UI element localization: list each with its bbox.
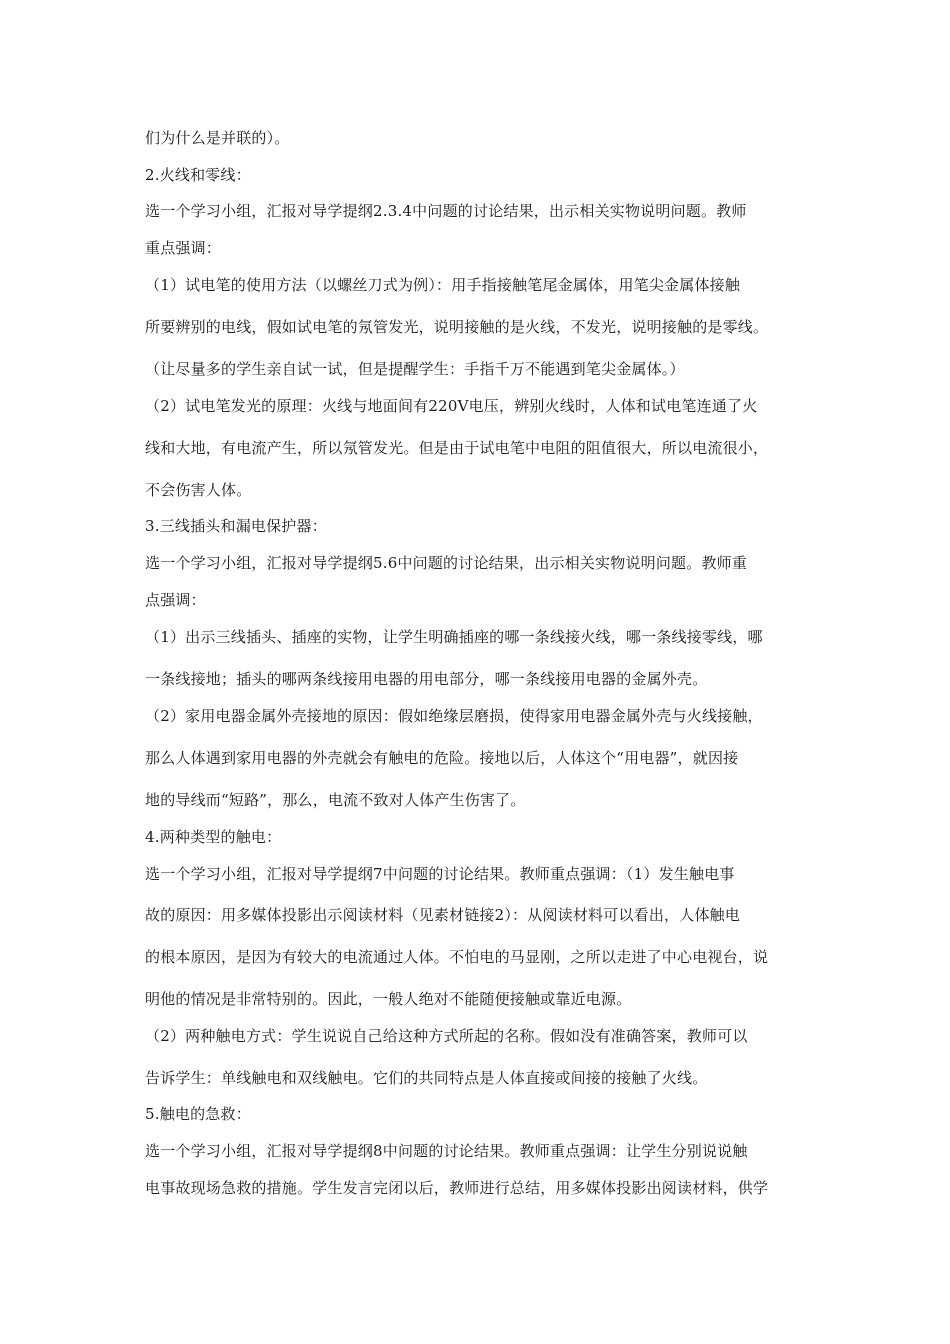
text-line: 一条线接地；插头的哪两条线接用电器的用电部分，哪一条线接用电器的金属外壳。 [145, 670, 708, 688]
text-line: 的根本原因，是因为有较大的电流通过人体。不怕电的马显刚，之所以走进了中心电视台，说 [145, 948, 769, 966]
text-line: （让尽量多的学生亲自试一试，但是提醒学生：手指千万不能遇到笔尖金属体。） [145, 360, 685, 378]
text-line: 故的原因：用多媒体投影出示阅读材料（见素材链接2）：从阅读材料可以看出，人体触电 [145, 906, 741, 924]
text-line: 们为什么是并联的）。 [145, 129, 290, 147]
text-line: 选一个学习小组，汇报对导学提纲7中问题的讨论结果。教师重点强调：（1）发生触电事 [145, 865, 735, 883]
text-line: （2）家用电器金属外壳接地的原因：假如绝缘层磨损，使得家用电器金属外壳与火线接触， [145, 707, 763, 725]
text-line: （1）试电笔的使用方法（以螺丝刀式为例）：用手指接触笔尾金属体，用笔尖金属体接触 [145, 276, 741, 294]
text-line: 所要辨别的电线，假如试电笔的氖管发光，说明接触的是火线，不发光，说明接触的是零线。 [145, 318, 769, 336]
text-line: 点强调： [145, 591, 206, 609]
section-heading-3: 3.三线插头和漏电保护器： [145, 517, 327, 535]
text-line: （2）两种触电方式：学生说说自己给这种方式所起的名称。假如没有准确答案，教师可以 [145, 1027, 748, 1045]
text-line: （2）试电笔发光的原理：火线与地面间有220V电压，辨别火线时，人体和试电笔连通了火 [145, 397, 758, 415]
text-line: 选一个学习小组，汇报对导学提纲8中问题的讨论结果。教师重点强调：让学生分别说说触 [145, 1142, 748, 1160]
text-line: 线和大地，有电流产生，所以氖管发光。但是由于试电笔中电阻的阻值很大，所以电流很小， [145, 439, 769, 457]
text-line: 那么人体遇到家用电器的外壳就会有触电的危险。接地以后，人体这个“用电器”，就因接 [145, 749, 739, 767]
text-line: 选一个学习小组，汇报对导学提纲5.6中问题的讨论结果，出示相关实物说明问题。教师重 [145, 554, 748, 572]
text-line: 电事故现场急救的措施。学生发言完闭以后，教师进行总结，用多媒体投影出阅读材料，供学 [145, 1179, 769, 1197]
text-line: 不会伤害人体。 [145, 481, 252, 499]
text-line: （1）出示三线插头、插座的实物，让学生明确插座的哪一条线接火线，哪一条线接零线，哪 [145, 628, 763, 646]
section-heading-5: 5.触电的急救： [145, 1105, 251, 1123]
text-line: 地的导线而“短路”，那么，电流不致对人体产生伤害了。 [145, 791, 526, 809]
text-line: 选一个学习小组，汇报对导学提纲2.3.4中问题的讨论结果，出示相关实物说明问题。教师 [145, 202, 747, 220]
section-heading-4: 4.两种类型的触电： [145, 828, 282, 846]
text-line: 明他的情况是非常特别的。因此，一般人绝对不能随便接触或靠近电源。 [145, 990, 632, 1008]
text-line: 重点强调： [145, 239, 222, 257]
text-line: 告诉学生：单线触电和双线触电。它们的共同特点是人体直接或间接的接触了火线。 [145, 1069, 708, 1087]
section-heading-2: 2.火线和零线： [145, 166, 251, 184]
